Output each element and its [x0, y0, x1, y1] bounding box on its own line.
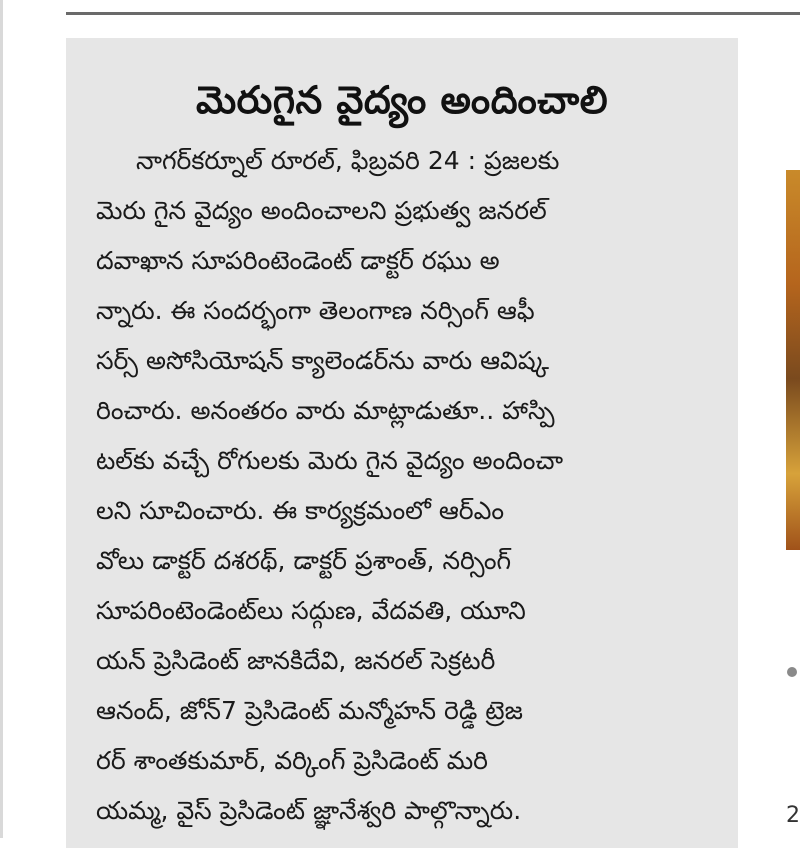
article-line: రించారు. అనంతరం వారు మాట్లాడుతూ.. హాస్పి: [96, 396, 555, 425]
bullet-dot: [787, 667, 797, 677]
article-line: రర్ శాంతకుమార్, వర్కింగ్ ప్రెసిడెంట్ మరి: [96, 746, 488, 775]
article-line: ఆనంద్, జోన్7 ప్రెసిడెంట్ మన్మోహన్ రెడ్డి ట్రెజ: [96, 696, 523, 725]
article-line: టల్‌కు వచ్చే రోగులకు మెరు గైన వైద్యం అందించా: [96, 446, 564, 475]
article-line: వోలు డాక్టర్ దశరథ్, డాక్టర్ ప్రశాంత్, నర్సింగ్: [96, 546, 512, 575]
article-line: లని సూచించారు. ఈ కార్యక్రమంలో ఆర్‌ఎం: [96, 496, 505, 525]
article-line: సర్స్ అసోసియోషన్ క్యాలెండర్‌ను వారు ఆవిష్క: [96, 346, 549, 375]
news-article-box: [66, 38, 738, 848]
article-line: న్నారు. ఈ సందర్భంగా తెలంగాణ నర్సింగ్ ఆఫీ: [96, 296, 535, 325]
adjacent-column-text: 2: [786, 804, 800, 828]
article-line: సూపరింటెండెంట్‌లు సద్గుణ, వేదవతి, యూని: [96, 596, 526, 625]
article-line: మెరు గైన వైద్యం అందించాలని ప్రభుత్వ జనరల్: [96, 196, 547, 225]
top-divider-rule: [66, 12, 800, 15]
article-body: [96, 136, 710, 836]
adjacent-photo-strip: [786, 170, 800, 550]
article-line: దవాఖాన సూపరింటెండెంట్ డాక్టర్ రఘు అ: [96, 246, 500, 275]
article-headline: మెరుగైన వైద్యం అందించాలి: [195, 78, 609, 122]
article-line: నాగర్‌కర్నూల్ రూరల్, ఫిబ్రవరి 24 : ప్రజలకు: [136, 146, 560, 175]
article-line: యమ్మ, వైస్ ప్రెసిడెంట్ జ్ఞానేశ్వరి పాల్గొన్నారు.: [96, 796, 522, 825]
article-line: యన్ ప్రెసిడెంట్ జానకిదేవి, జనరల్ సెక్రటరీ: [96, 646, 496, 675]
page-left-edge: [0, 0, 3, 838]
